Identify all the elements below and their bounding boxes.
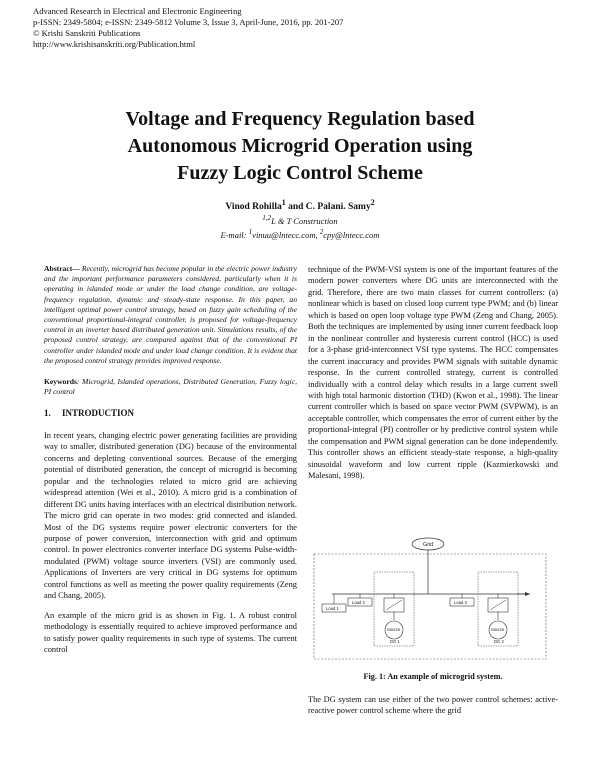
author-sup: 2	[370, 198, 375, 207]
author-name: Vinod Rohilla	[225, 202, 282, 213]
section-number: 1.	[44, 408, 51, 419]
load1-label: Load 1	[326, 606, 339, 611]
dg2-source-label: Source	[491, 627, 505, 632]
abstract-label: Abstract—	[44, 264, 80, 273]
affiliation-sup: 1,2	[262, 214, 272, 222]
keywords	[44, 377, 297, 397]
body-paragraph: In recent years, changing electric power generating facilities are providing way to smaller, distributed generation (DG) because of the environmental concerns and depleting conventional sources. Because of the emerging potential of distributed generation, the concept of microgrid is becoming popular and the technologies related to micro grid are achieving widespread attention (Wei et al., 2010). A micro grid is a combination of different DG units having interfaces with an electrical distribution network. The micro grid can operate in two modes: grid connected and islanded. Most of the DG systems require power electronic converters for the purpose of power conversion, interconnection with grid and optimum control. In power electronics converter interface DG systems Pulse-width-modulated (PWM) voltage source inverters (VSI) are commonly used. Applications of Inverters are very critical in DG systems for optimum control functions as well as meeting the power quality requirements (Zeng and Chang, 2005).	[44, 430, 297, 601]
keywords-label: Keywords	[44, 377, 77, 387]
affiliation	[150, 213, 450, 241]
body-paragraph: An example of the micro grid is as shown in Fig. 1. A robust control methodology is essentially required to achieve improved performance and to satisfy power quality requirements in such type of systems. The current control	[44, 610, 297, 655]
microgrid-boundary	[314, 554, 546, 659]
load3-label: Load 3	[454, 600, 467, 605]
microgrid-diagram	[312, 536, 550, 661]
body-paragraph: technique of the PWM-VSI system is one of the important features of the modern power converters where DG units are interconnected with the grid. Therefore, there are two main classes for current controllers: (a) nonlinear which is based on closed loop current type PWM; and (b) linear which is based on open loop voltage type PWM (Zeng and Chang, 2005). Both the techniques are implemented by using inner current feedback loop in the nonlinear controller and hysteresis current control (HCC) is used for a 3-phase grid-interconnect VSI type systems. The HCC compensates the current inaccuracy and provides PWM signals with suitable dynamic response. In the current controlled strategy, current is controlled individually with a control delay which results in a large current swell with high total harmonic distortion (THD) (Kwon et al., 1998). The linear current controller which is based on space vector PWM (SVPWM), is an acceptable controller, which compensates the error of current either by the proportional-integral (PI) controller or by predictive control system while the compensation and PWM signal generation can be done independently. This controller shows an efficient steady-state response, a high-quality sinusoidal waveform and low current ripple (Kazmierkowski and Malesani, 1998).	[308, 265, 558, 481]
abstract	[44, 264, 297, 366]
right-column-continued	[308, 694, 558, 725]
title-line: Autonomous Microgrid Operation using	[127, 135, 473, 157]
figure-caption: Fig. 1: An example of microgrid system.	[363, 672, 503, 681]
author-email: cpy@lntecc.com	[323, 229, 380, 240]
author-conjunction: and	[285, 202, 306, 213]
body-paragraph: The DG system can use either of the two power control schemes: active-reactive power control scheme where the grid	[308, 695, 558, 716]
email-prefix: E-mail:	[220, 229, 249, 240]
journal-name: Advanced Research in Electrical and Electronic Engineering	[33, 6, 242, 16]
keywords-text: : Microgrid, Islanded operations, Distributed Generation, Fuzzy logic, PI control	[44, 377, 297, 397]
publisher-url: http://www.krishisanskriti.org/Publication.html	[33, 39, 196, 49]
author-list	[150, 198, 450, 212]
microgrid-figure	[312, 536, 550, 661]
author-sup: 1	[281, 198, 286, 207]
author-name: C. Palani. Samy	[305, 202, 371, 213]
journal-header	[33, 6, 343, 50]
load2-label: Load 2	[352, 600, 365, 605]
section-title: INTRODUCTION	[62, 408, 135, 419]
email-sup: 1	[248, 227, 253, 236]
dg2-label: DG 2	[494, 639, 504, 644]
dg1-label: DG 1	[390, 639, 400, 644]
email-sup: 2	[319, 227, 324, 236]
paper-title	[60, 106, 540, 187]
title-line: Voltage and Frequency Regulation based	[125, 108, 475, 130]
publisher-line: © Krishi Sanskriti Publications	[33, 28, 141, 38]
right-column	[308, 264, 558, 490]
author-email: vinuu@lntecc.com,	[252, 229, 320, 240]
title-line: Fuzzy Logic Control Scheme	[177, 162, 423, 184]
abstract-text: Recently, microgrid has become popular in the electric power industry and the important performance parameters considered, particularly when it is operating in islanded mode or under the load change condition, are voltage-frequency regulation, dynamic and steady-state response. In this paper, an intelligent optimal power control strategy, based on fuzzy gain scheduling of the conventional proportional-integral controller, is proposed for voltage-frequency control in an inverter based distributed generation unit. Simulations results, of the proposed control strategy, are compared against that of the conventional PI controller under islanded mode and under load change condition. It is evident that the proposed control strategy provides improved response.	[44, 264, 297, 365]
left-column	[44, 264, 297, 664]
dg1-source-label: Source	[387, 627, 401, 632]
issn-line: p-ISSN: 2349-5804; e-ISSN: 2349-5812 Volume 3, Issue 3, April-June, 2016, pp. 201-207	[33, 17, 344, 27]
affiliation-org: L & T Construction	[271, 215, 338, 226]
grid-label: Grid	[423, 542, 434, 548]
section-heading	[44, 408, 297, 419]
